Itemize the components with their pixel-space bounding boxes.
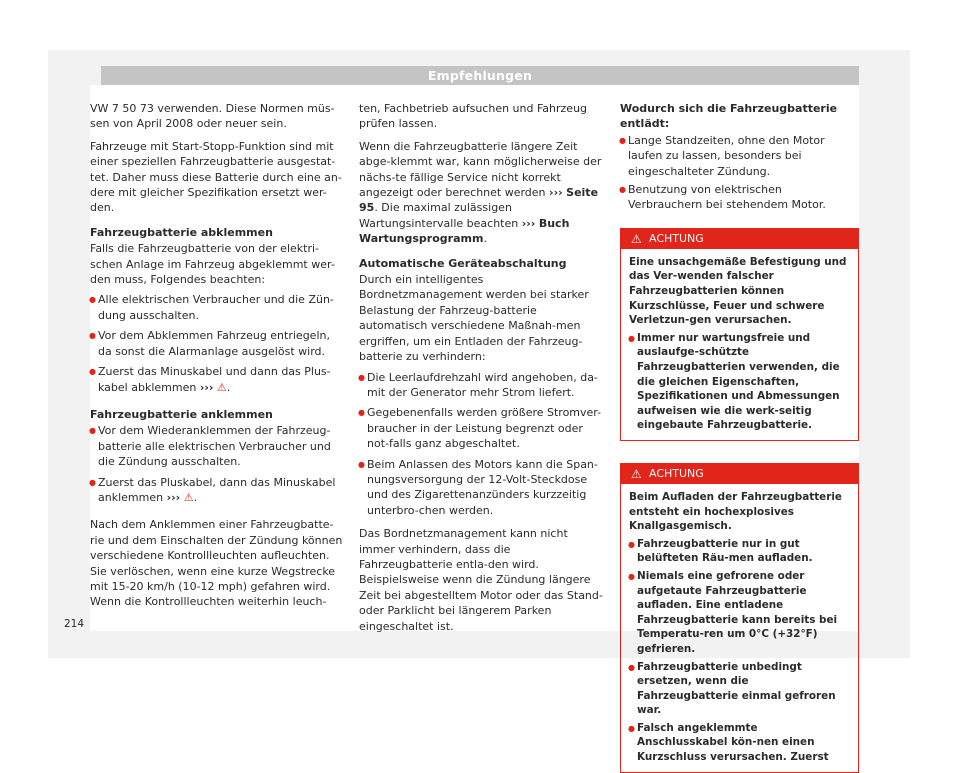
list-item: ● Benutzung von elektrischen Verbrauchern bei stehendem Motor.: [620, 182, 859, 213]
warning-list-item: ● Fahrzeugbatterie nur in gut belüfteten Räu-men aufladen.: [629, 537, 850, 566]
paragraph: Fahrzeuge mit Start-Stopp-Funktion sind mit einer speziellen Fahrzeugbatterie ausgestat-tet. Daher muss diese Batterie durch eine an-dere mit gleicher Spezifikation ersetzt wer-den.: [90, 139, 342, 215]
warning-title: ACHTUNG: [649, 466, 704, 480]
ref-arrow: ›››: [549, 186, 563, 200]
paragraph: Nach dem Anklemmen einer Fahrzeugbatte-rie und dem Einschalten der Zündung können verschiedene Kontrollleuchten aufleuchten. Sie verlöschen, wenn eine kurze Wegstrecke mit 15-20 km/h (10-12 mph) gefahren wird. Wenn die Kontrollleuchten weiterhin leuch-: [90, 518, 343, 609]
heading-entlaedt: Wodurch sich die Fahrzeugbatterie entlädt:: [620, 102, 838, 131]
paragraph: Durch ein intelligentes Bordnetzmanagement werden bei starker Belastung der Fahrzeug-batterie automatisch verschiedene Maßnah-men ergriffen, um ein Entladen der Fahrzeug-batterie zu verhindern:: [359, 273, 589, 364]
ref-arrow[interactable]: ›››: [199, 380, 214, 394]
column-3: [620, 101, 859, 773]
list-item: ● Lange Standzeiten, ohne den Motor laufen zu lassen, besonders bei eingeschalteter Zündung.: [620, 133, 859, 179]
list-item: [90, 475, 346, 506]
warning-list-item: ● Fahrzeugbatterie unbedingt ersetzen, wenn die Fahrzeugbatterie einmal gefroren war.: [629, 660, 850, 718]
list-item: ● Die Leerlaufdrehzahl wird angehoben, da-mit der Generator mehr Strom liefert.: [359, 370, 604, 401]
warning-box: [620, 228, 859, 441]
warning-header: [621, 229, 858, 249]
list-item-text: Zuerst das Minuskabel und dann das Plus-kabel abklemmen: [98, 365, 331, 394]
column-1: [90, 101, 346, 617]
period: .: [226, 380, 231, 394]
period: .: [193, 490, 198, 504]
page-ref-link[interactable]: Seite 95: [359, 186, 599, 215]
list-item: ● Vor dem Wiederanklemmen der Fahrzeug-batterie alle elektrischen Verbraucher und die Zündung ausschalten.: [90, 423, 346, 469]
paragraph: Das Bordnetzmanagement kann nicht immer verhindern, dass die Fahrzeugbatterie entla-den wird. Beispielsweise wenn die Zündung längere Zeit bei abgestelltem Motor oder das Stand- oder Parklicht bei längerem Parken eingeschaltet ist.: [359, 527, 603, 633]
warning-header: [621, 464, 858, 484]
paragraph: [359, 139, 604, 247]
paragraph-text: . Die maximal zulässigen Wartungsintervalle beachten: [359, 201, 519, 230]
column-2: [359, 101, 604, 641]
warning-list-item: ● Immer nur wartungsfreie und auslaufge-schützte Fahrzeugbatterien verwenden, die die gleichen Eigenschaften, Spezifikationen und Abmessungen aufweisen wie die werk-seitig eingebaute Fahrzeugbatterie.: [629, 331, 850, 433]
warning-title: ACHTUNG: [649, 231, 704, 245]
heading-abklemmen: Fahrzeugbatterie abklemmen: [90, 225, 273, 239]
warning-body: [621, 484, 858, 772]
list-item-text: Zuerst das Pluskabel, dann das Minuskabel anklemmen: [98, 475, 336, 504]
warning-triangle-icon: ⚠: [631, 466, 642, 481]
list-item: [90, 364, 346, 395]
period: .: [483, 232, 487, 246]
section-header: Empfehlungen: [101, 66, 859, 85]
paragraph: ten, Fachbetrieb aufsuchen und Fahrzeug prüfen lassen.: [359, 102, 588, 131]
page-number: 214: [64, 618, 85, 630]
warning-body: [621, 249, 858, 440]
list-item: ● Beim Anlassen des Motors kann die Span-nungsversorgung der 12-Volt-Steckdose und des Zigarettenanzünders kurzzeitig unterbro-chen werden.: [359, 457, 604, 519]
list-item: ● Vor dem Abklemmen Fahrzeug entriegeln, da sonst die Alarmanlage ausgelöst wird.: [90, 328, 346, 359]
paragraph: VW 7 50 73 verwenden. Diese Normen müs-sen von April 2008 oder neuer sein.: [90, 102, 335, 131]
paragraph-text: Wenn die Fahrzeugbatterie längere Zeit abge-klemmt war, kann möglicherweise der nächs-te fällige Service nicht korrekt angezeigt oder berechnet werden: [359, 139, 602, 200]
heading-anklemmen: Fahrzeugbatterie anklemmen: [90, 407, 273, 421]
warning-text: Beim Aufladen der Fahrzeugbatterie entsteht ein hochexplosives Knallgasgemisch.: [629, 490, 842, 533]
warning-triangle-icon[interactable]: ⚠: [216, 380, 227, 394]
warning-triangle-icon[interactable]: ⚠: [183, 490, 194, 504]
list-item: ● Gegebenenfalls werden größere Stromver-braucher in der Leistung begrenzt oder not-falls ganz abgeschaltet.: [359, 405, 604, 451]
ref-arrow: ›››: [521, 216, 536, 230]
book-ref-link[interactable]: Buch Wartungsprogramm: [359, 216, 570, 246]
list-item: ● Alle elektrischen Verbraucher und die Zün-dung ausschalten.: [90, 292, 346, 323]
warning-triangle-icon: ⚠: [631, 231, 642, 246]
paragraph: Falls die Fahrzeugbatterie von der elektri-schen Anlage im Fahrzeug abgeklemmt wer-den muss, Folgendes beachten:: [90, 242, 335, 287]
ref-arrow[interactable]: ›››: [166, 490, 181, 504]
heading-auto-abschaltung: Automatische Geräteabschaltung: [359, 256, 567, 270]
warning-list-item: ● Falsch angeklemmte Anschlusskabel kön-nen einen Kurzschluss verursachen. Zuerst: [629, 721, 850, 765]
warning-box: [620, 463, 859, 773]
warning-list-item: ● Niemals eine gefrorene oder aufgetaute Fahrzeugbatterie aufladen. Eine entladene Fahrzeugbatterie kann bereits bei Temperatu-ren um 0°C (+32°F) gefrieren.: [629, 569, 850, 657]
warning-text: Eine unsachgemäße Befestigung und das Ver-wenden falscher Fahrzeugbatterien können Kurzschlüsse, Feuer und schwere Verletzun-gen verursachen.: [629, 255, 847, 327]
